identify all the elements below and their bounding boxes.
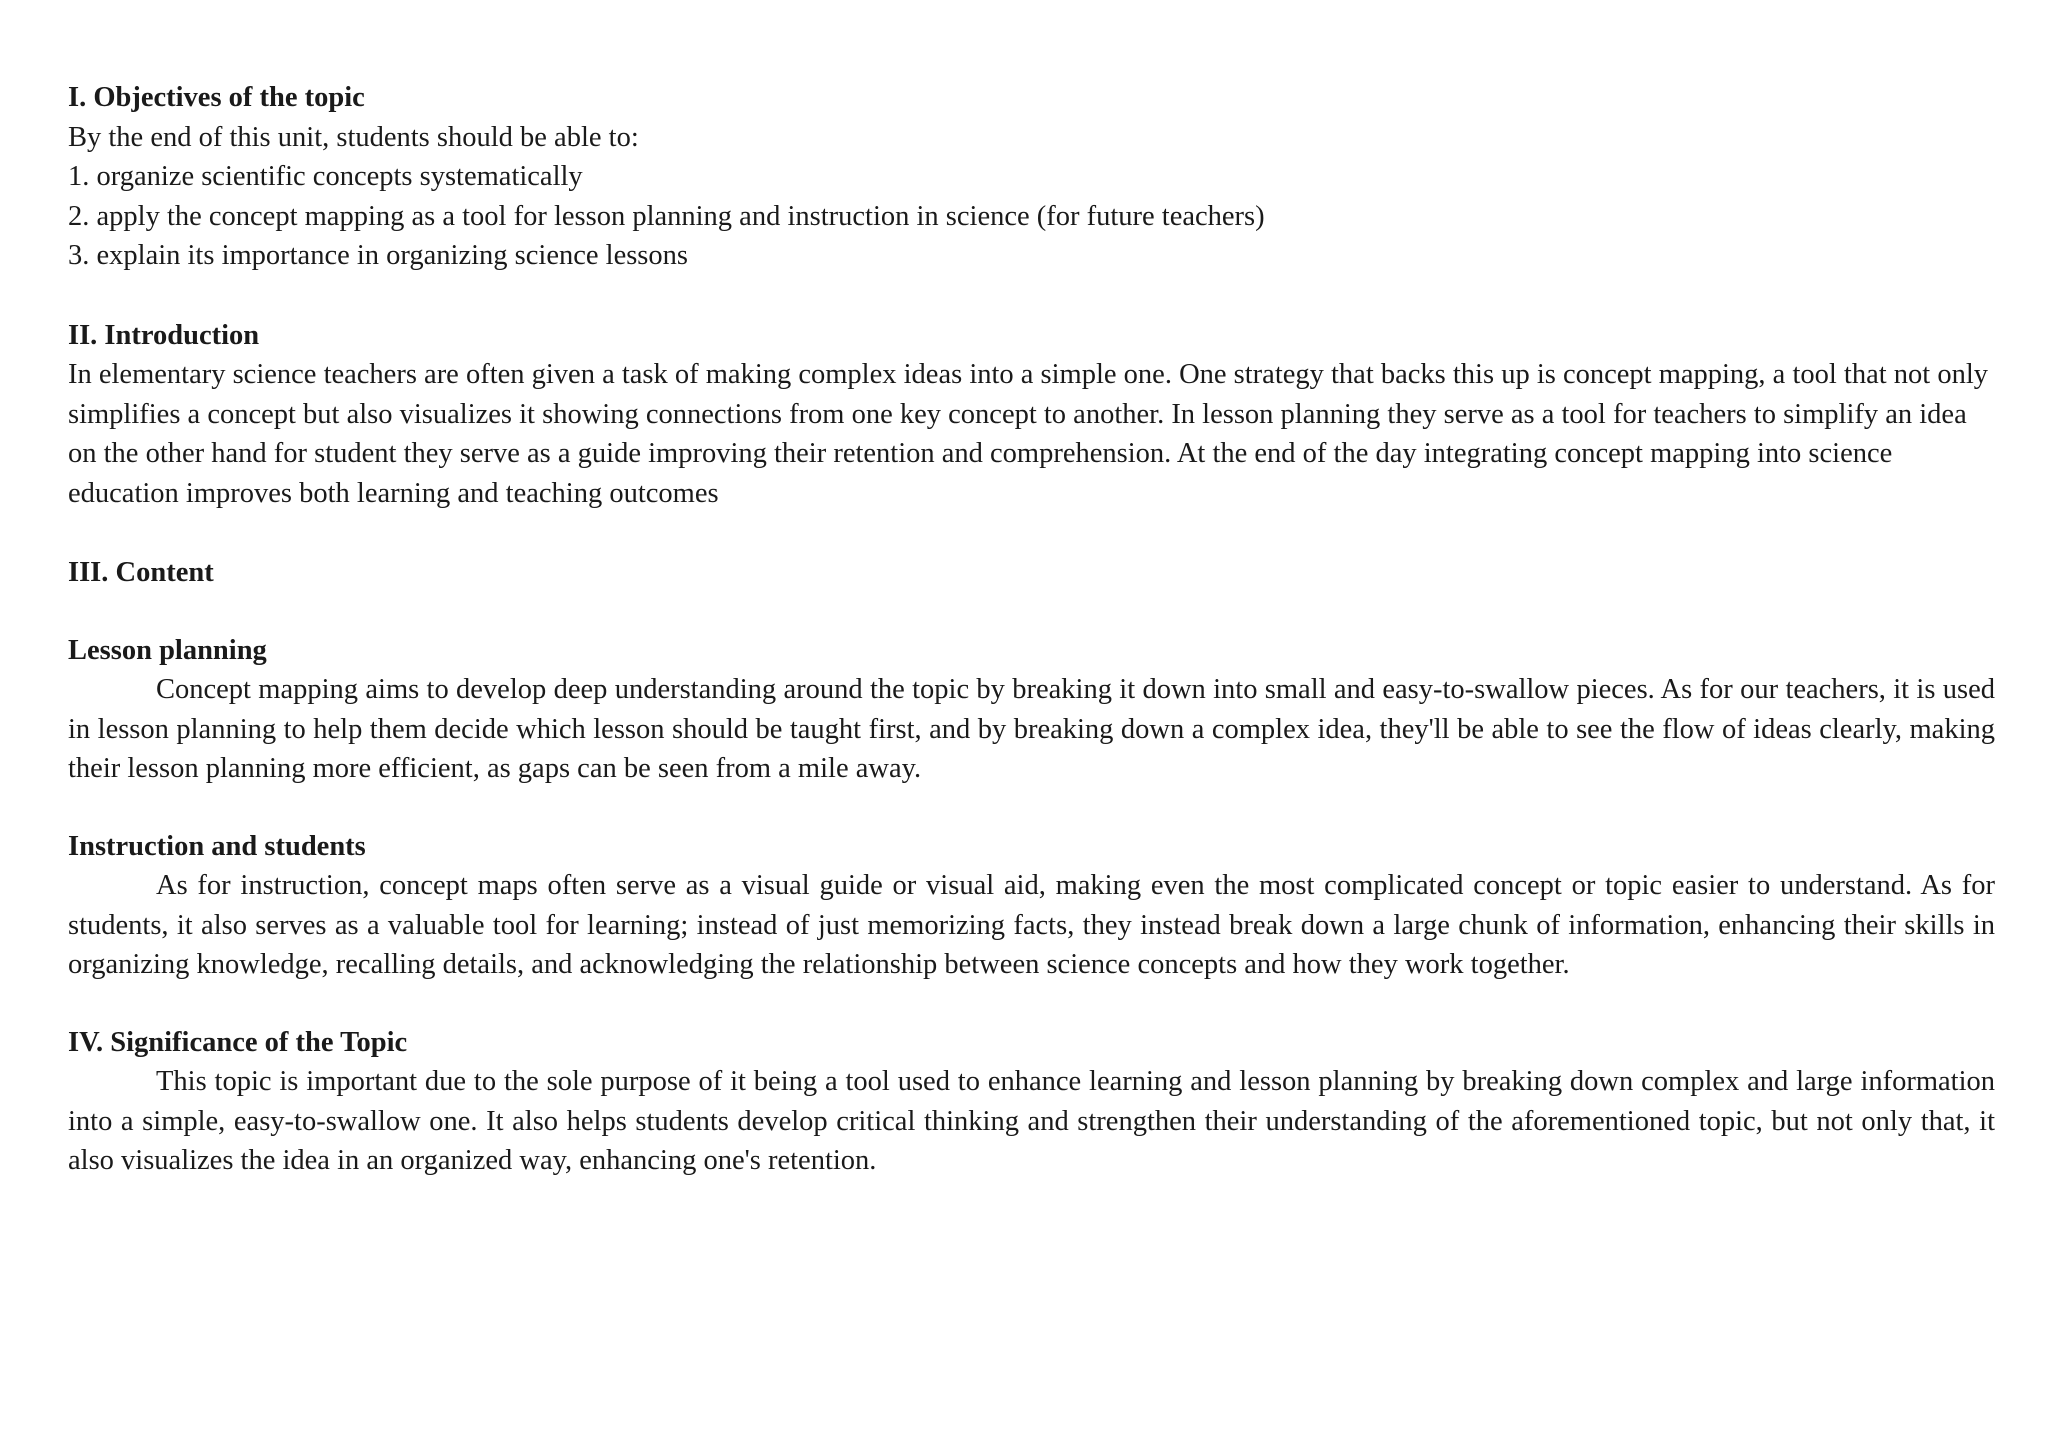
objectives-section (68, 78, 1995, 276)
significance-heading: IV. Significance of the Topic (68, 1026, 408, 1058)
lesson-planning-heading: Lesson planning (68, 634, 267, 666)
significance-body: This topic is important due to the sole purpose of it being a tool used to enhance learning and lesson planning by breaking down complex and large information into a simple, easy-to-swallow one. It also helps students develop critical thinking and strengthen their understanding of the aforementioned topic, but not only that, it also visualizes the idea in an organized way, enhancing one's retention. (68, 1066, 1995, 1176)
objective-item: 1. organize scientific concepts systematically (68, 161, 583, 192)
significance-section (68, 1023, 1995, 1181)
instruction-heading: Instruction and students (68, 830, 366, 862)
introduction-section (68, 316, 1995, 514)
lesson-planning-body: Concept mapping aims to develop deep understanding around the topic by breaking it down into small and easy-to-swallow pieces. As for our teachers, it is used in lesson planning to help them decide which lesson should be taught first, and by breaking down a complex idea, they'll be able to see the flow of ideas clearly, making their lesson planning more efficient, as gaps can be seen from a mile away. (68, 674, 1995, 784)
instruction-subsection (68, 827, 1995, 985)
objectives-intro: By the end of this unit, students should be able to: (68, 121, 639, 153)
document-page (68, 78, 1995, 1181)
objective-item: 2. apply the concept mapping as a tool for lesson planning and instruction in science (for future teachers) (68, 200, 1265, 232)
objective-item: 3. explain its importance in organizing science lessons (68, 240, 688, 271)
instruction-body: As for instruction, concept maps often serve as a visual guide or visual aid, making even the most complicated concept or topic easier to understand. As for students, it also serves as a valuable tool for learning; instead of just memorizing facts, they instead break down a large chunk of information, enhancing their skills in organizing knowledge, recalling details, and acknowledging the relationship between science concepts and how they work together. (68, 870, 1995, 980)
content-section (68, 553, 1995, 985)
objectives-heading: I. Objectives of the topic (68, 82, 365, 113)
introduction-heading: II. Introduction (68, 319, 260, 351)
lesson-planning-subsection (68, 631, 1995, 789)
introduction-body: In elementary science teachers are often given a task of making complex ideas into a simple one. One strategy that backs this up is concept mapping, a tool that not only simplifies a concept but also visualizes it showing connections from one key concept to another. In lesson planning they serve as a tool for teachers to simplify an idea on the other hand for student they serve as a guide improving their retention and comprehension. At the end of the day integrating concept mapping into science education improves both learning and teaching outcomes (68, 359, 1988, 509)
content-heading: III. Content (68, 557, 214, 588)
